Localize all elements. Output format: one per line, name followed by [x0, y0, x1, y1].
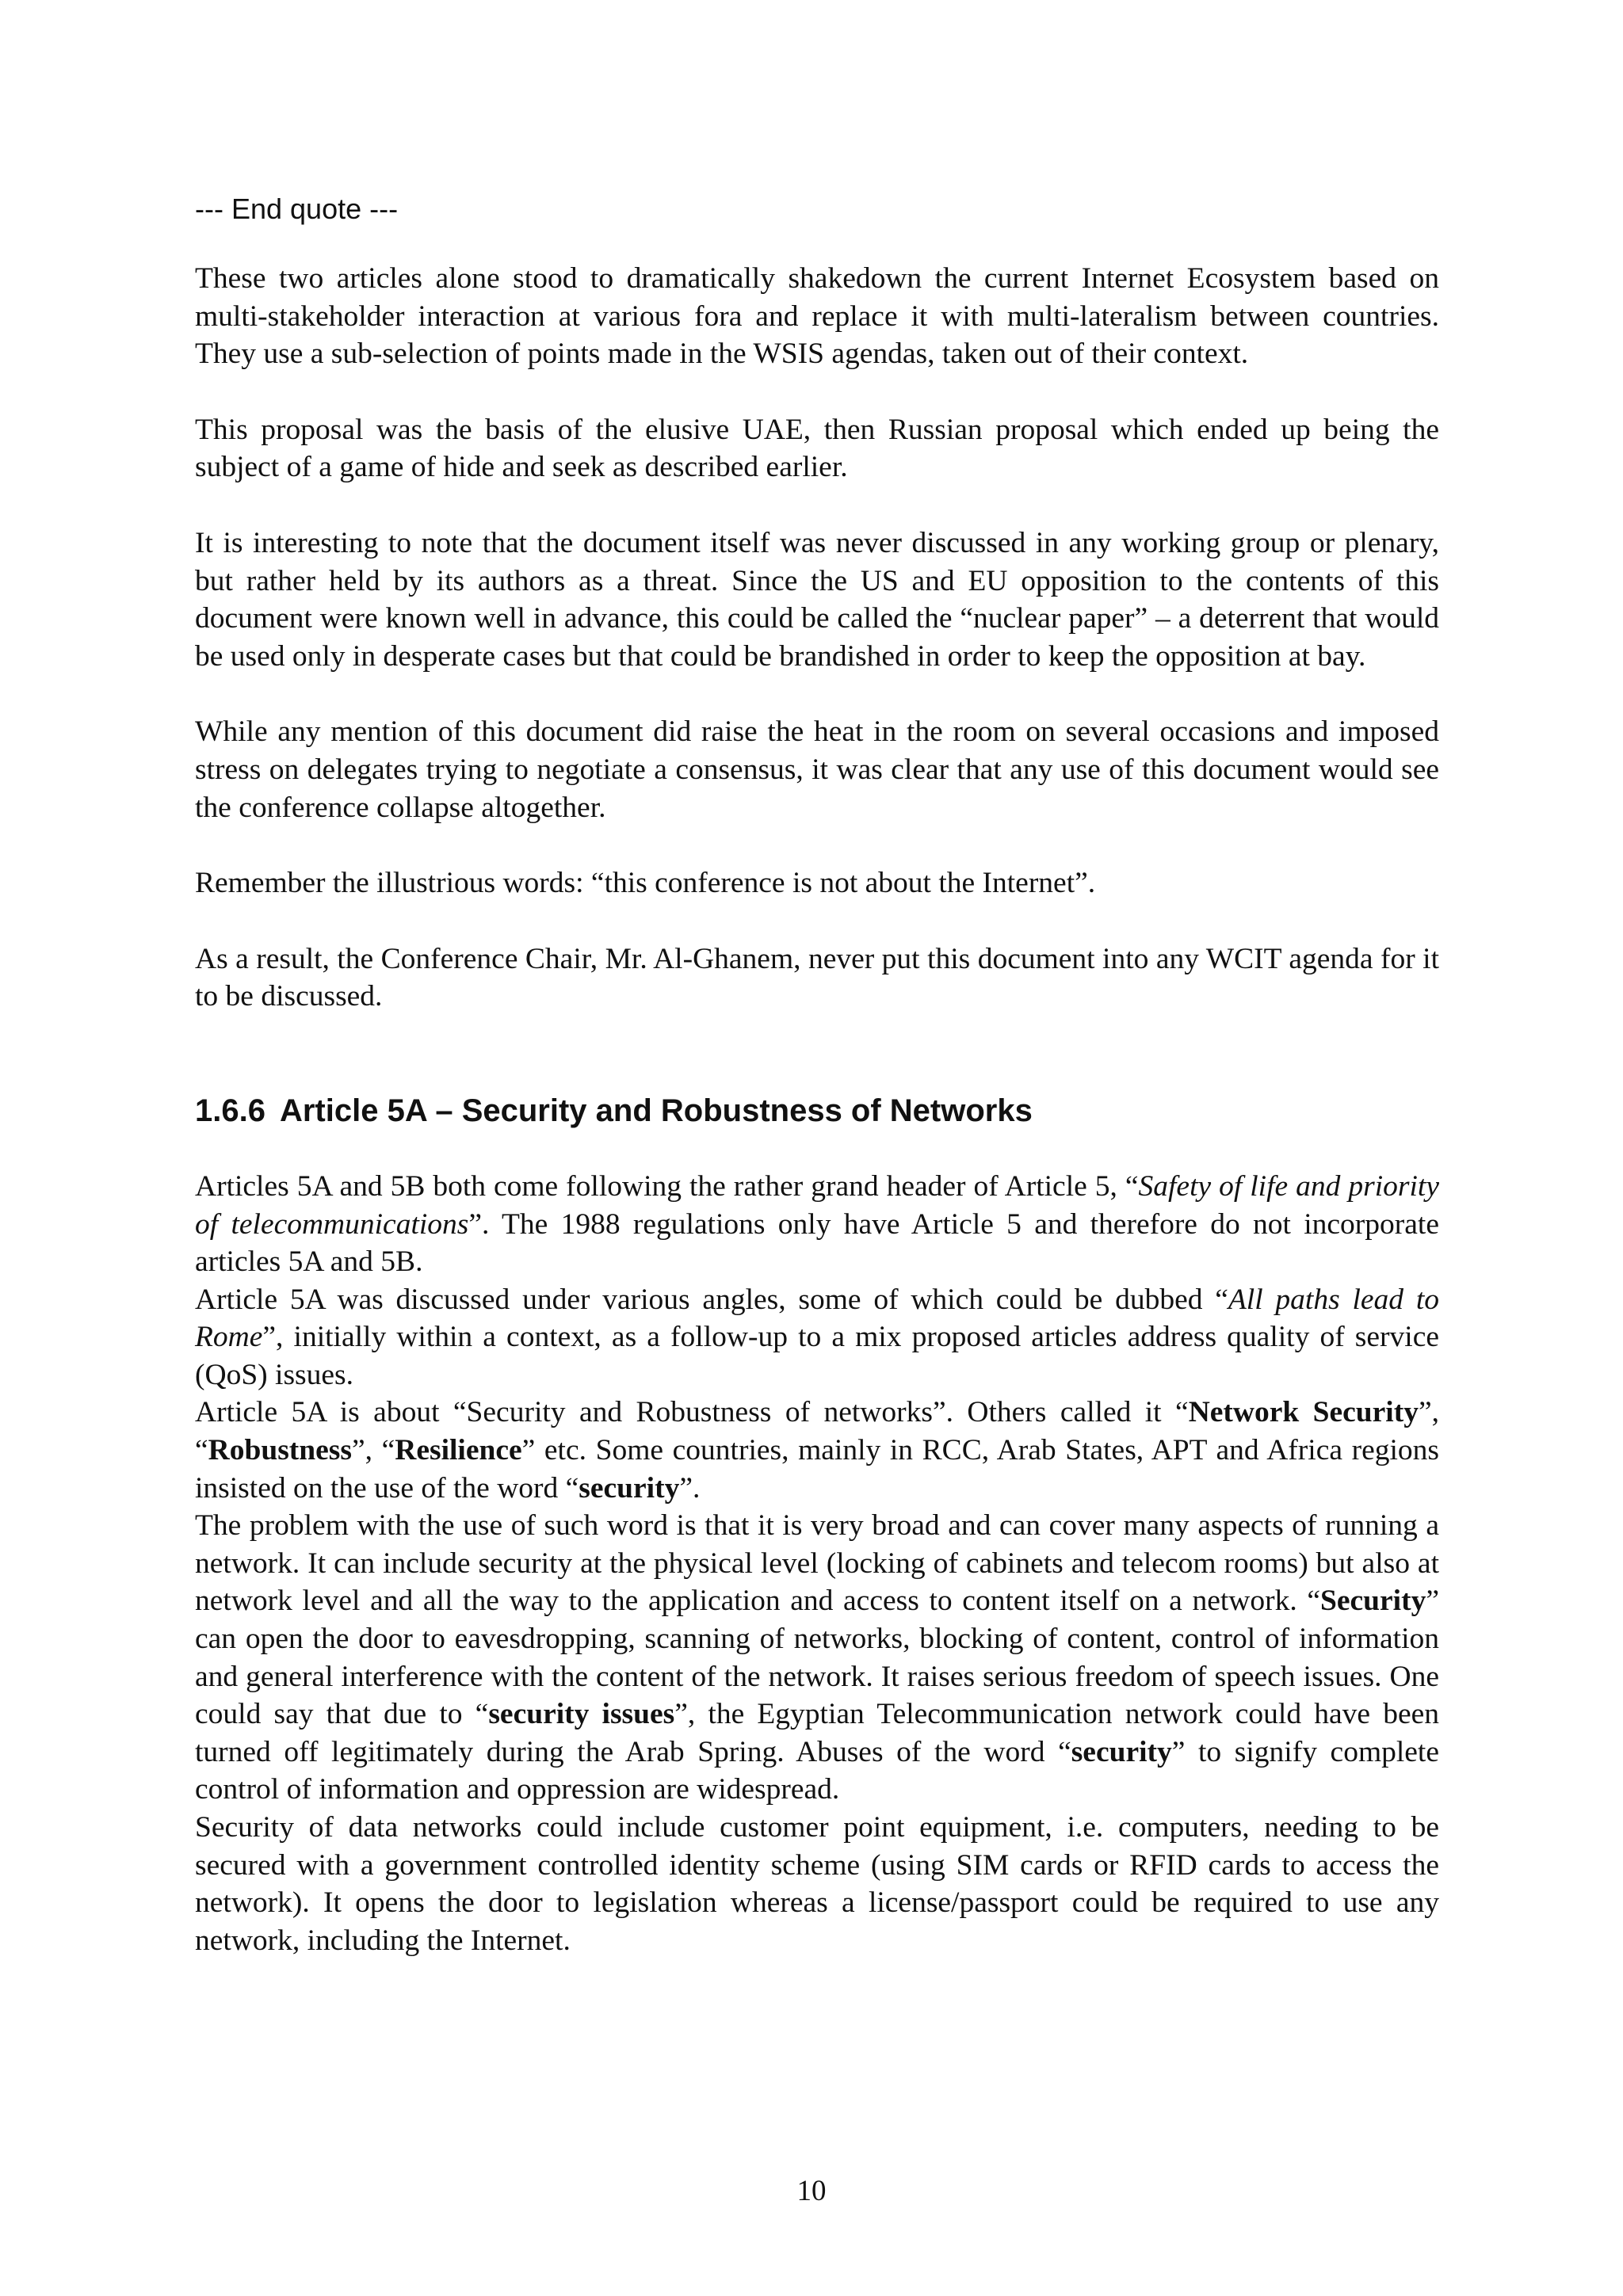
text-run: ”. — [679, 1471, 701, 1505]
text-run: ”. The 1988 regulations only have Article 5 and therefore do not incorporate articles 5A and 5B. — [195, 1207, 1439, 1279]
end-quote-marker: --- End quote --- — [195, 193, 399, 225]
text-run: ” can open the door to eavesdropping, scanning of networks, blocking of content, control of information and general interference with the content of the network. It raises serious freedom of speech issues. One could say that due to “ — [195, 1585, 1439, 1731]
paragraph-data-network-security: Security of data networks could include customer point equipment, i.e. computers, needing to be secured with a government controlled identity scheme (using SIM cards or RFID cards to access the network). It opens the door to legislation whereas a license/passport could be required to use any network, including the Internet. — [195, 1811, 1439, 1957]
italic-run: Safety of life and priority of telecommunications — [195, 1169, 1439, 1241]
section-heading — [195, 1090, 1439, 1131]
paragraph-problem-security-word — [195, 1507, 1439, 1809]
page-body — [195, 190, 1439, 1959]
bold-run: Network Security — [1188, 1396, 1419, 1429]
section-title: Article 5A – Security and Robustness of Networks — [279, 1093, 1033, 1128]
text-run: ” etc. Some countries, mainly in RCC, Arab States, APT and Africa regions insisted on the use of the word “ — [195, 1434, 1439, 1505]
bold-run: security issues — [488, 1698, 675, 1731]
paragraph-conference-chair: As a result, the Conference Chair, Mr. Al-Ghanem, never put this document into any WCIT agenda for it to be discussed. — [195, 942, 1439, 1013]
text-run: ”, “ — [195, 1396, 1439, 1467]
paragraph-nuclear-paper: It is interesting to note that the document itself was never discussed in any working group or plenary, but rather held by its authors as a threat. Since the US and EU opposition to the contents of this document were known well in advance, this could be called the “nuclear paper” – a deterrent that would be used only in desperate cases but that could be brandished in order to keep the opposition at bay. — [195, 526, 1439, 673]
bold-run: Robustness — [208, 1434, 352, 1467]
bold-run: Security — [1320, 1585, 1426, 1618]
bold-run: security — [1071, 1735, 1172, 1768]
paragraph-articles-5a-5b — [195, 1168, 1439, 1281]
text-run: ” to signify complete control of information and oppression are widespread. — [195, 1735, 1439, 1806]
paragraph-conference-collapse: While any mention of this document did raise the heat in the room on several occasions and imposed stress on delegates trying to negotiate a consensus, it was clear that any use of this document would see the conference collapse altogether. — [195, 715, 1439, 824]
text-run: ”, the Egyptian Telecommunication network could have been turned off legitimately during the Arab Spring. Abuses of the word “ — [195, 1698, 1439, 1768]
paragraph-all-paths-rome — [195, 1281, 1439, 1394]
paragraph-security-robustness — [195, 1394, 1439, 1507]
paragraph-illustrious-words: Remember the illustrious words: “this conference is not about the Internet”. — [195, 867, 1096, 900]
text-run: ”, “ — [351, 1434, 395, 1467]
text-run: Articles 5A and 5B both come following the rather grand header of Article 5, “ — [195, 1169, 1139, 1203]
paragraph-uae-russian-proposal: This proposal was the basis of the elusive UAE, then Russian proposal which ended up being the subject of a game of hide and seek as described earlier. — [195, 413, 1439, 484]
paragraph-articles-shakedown: These two articles alone stood to dramatically shakedown the current Internet Ecosystem based on multi-stakeholder interaction at various fora and replace it with multi-lateralism between countries. They use a sub-selection of points made in the WSIS agendas, taken out of their context. — [195, 262, 1439, 371]
text-run: ”, initially within a context, as a follow-up to a mix proposed articles address quality of service (QoS) issues. — [195, 1321, 1439, 1391]
italic-run: All paths lead to Rome — [195, 1283, 1439, 1354]
section-number: 1.6.6 — [195, 1093, 265, 1128]
bold-run: Resilience — [395, 1434, 522, 1467]
text-run: Article 5A is about “Security and Robustness of networks”. Others called it “ — [195, 1396, 1189, 1429]
page-number: 10 — [796, 2175, 827, 2207]
text-run: Article 5A was discussed under various angles, some of which could be dubbed “ — [195, 1283, 1228, 1316]
bold-run: security — [579, 1471, 680, 1505]
text-run: The problem with the use of such word is that it is very broad and can cover many aspects of running a network. It can include security at the physical level (locking of cabinets and telecom rooms) but also at network level and all the way to the application and access to content itself on a network. “ — [195, 1509, 1439, 1618]
